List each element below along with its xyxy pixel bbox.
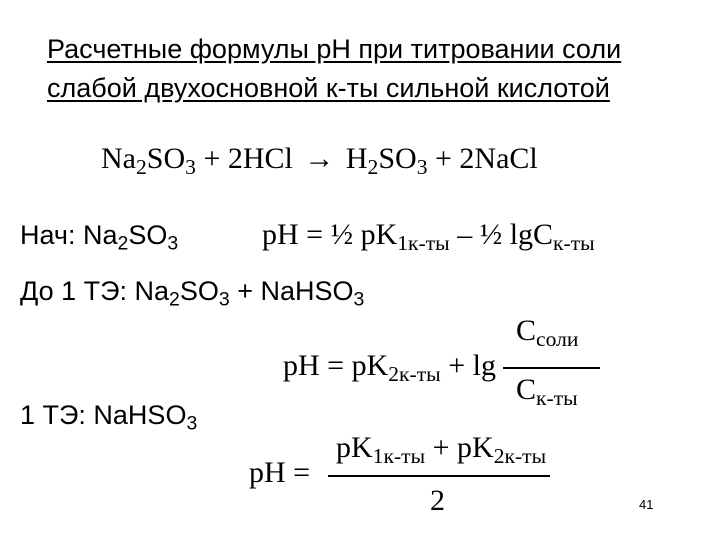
subscript: 2к-ты	[493, 444, 547, 469]
formula-start-b: – ½ lgC	[449, 218, 554, 251]
formula-buffer-lg: + lg	[440, 349, 496, 382]
te1-text: 1 ТЭ: NaHSO	[20, 400, 187, 430]
before-te-label	[20, 276, 365, 311]
start-so: SO	[128, 220, 168, 250]
subscript: 2	[169, 288, 180, 311]
title-word-soli: соли	[562, 34, 622, 64]
te1-label	[20, 400, 198, 435]
reactant-na: Na	[101, 142, 136, 175]
subscript: 2	[117, 232, 129, 255]
subscript: к-ты	[553, 231, 595, 256]
numerator-pk2: + pK	[425, 431, 494, 464]
subscript: к-ты	[536, 386, 578, 411]
reaction-equation	[101, 142, 538, 180]
subscript: 1к-ты	[372, 444, 426, 469]
product-so: SO	[378, 142, 417, 175]
numerator-c: C	[516, 314, 537, 347]
title-line-1	[47, 34, 621, 65]
formula-start	[262, 218, 595, 256]
before-te-so: SO	[179, 276, 219, 306]
start-label-text: Нач: Na	[20, 220, 118, 250]
subscript: 2к-ты	[388, 362, 441, 387]
formula-te-numerator	[336, 431, 547, 469]
formula-te-denominator: 2	[430, 484, 445, 517]
formula-buffer-fraction-bar	[503, 367, 600, 369]
subscript: 3	[167, 232, 179, 255]
formula-buffer-pk: pH = pK	[283, 349, 389, 382]
subscript: 3	[416, 155, 428, 180]
formula-buffer-lhs	[283, 349, 496, 387]
title-line-2: слабой двухосновной к-ты сильной кислотой	[47, 73, 610, 103]
subscript: 3	[186, 412, 198, 435]
reaction-arrow-icon: →	[304, 142, 335, 175]
page-number: 41	[639, 497, 654, 512]
product-nacl: + 2NaCl	[427, 142, 538, 175]
start-label	[20, 220, 179, 255]
denominator-c: C	[516, 373, 537, 406]
product-h: H	[338, 142, 368, 175]
numerator-pk1: pK	[336, 431, 373, 464]
subscript: 2	[135, 155, 147, 180]
formula-buffer-denominator	[516, 373, 578, 411]
before-te-text: До 1 ТЭ: Na	[20, 276, 170, 306]
subscript: 3	[185, 155, 196, 180]
subscript: соли	[536, 327, 579, 352]
subscript: 3	[218, 288, 230, 311]
subscript: 1к-ты	[397, 231, 450, 256]
subscript: 2	[367, 155, 379, 180]
formula-te-fraction-bar	[328, 475, 550, 477]
before-te-nahso: + NaHSO	[229, 276, 354, 306]
title-line-1-text: Расчетные формулы pH при титровании	[47, 34, 563, 64]
formula-buffer-numerator	[516, 314, 579, 352]
formula-start-a: pH = ½ pK	[262, 218, 398, 251]
reactant-so: SO	[146, 142, 186, 175]
subscript: 3	[353, 288, 365, 311]
reactant-hcl: + 2HCl	[195, 142, 301, 175]
formula-te-lhs: pH =	[249, 456, 311, 489]
